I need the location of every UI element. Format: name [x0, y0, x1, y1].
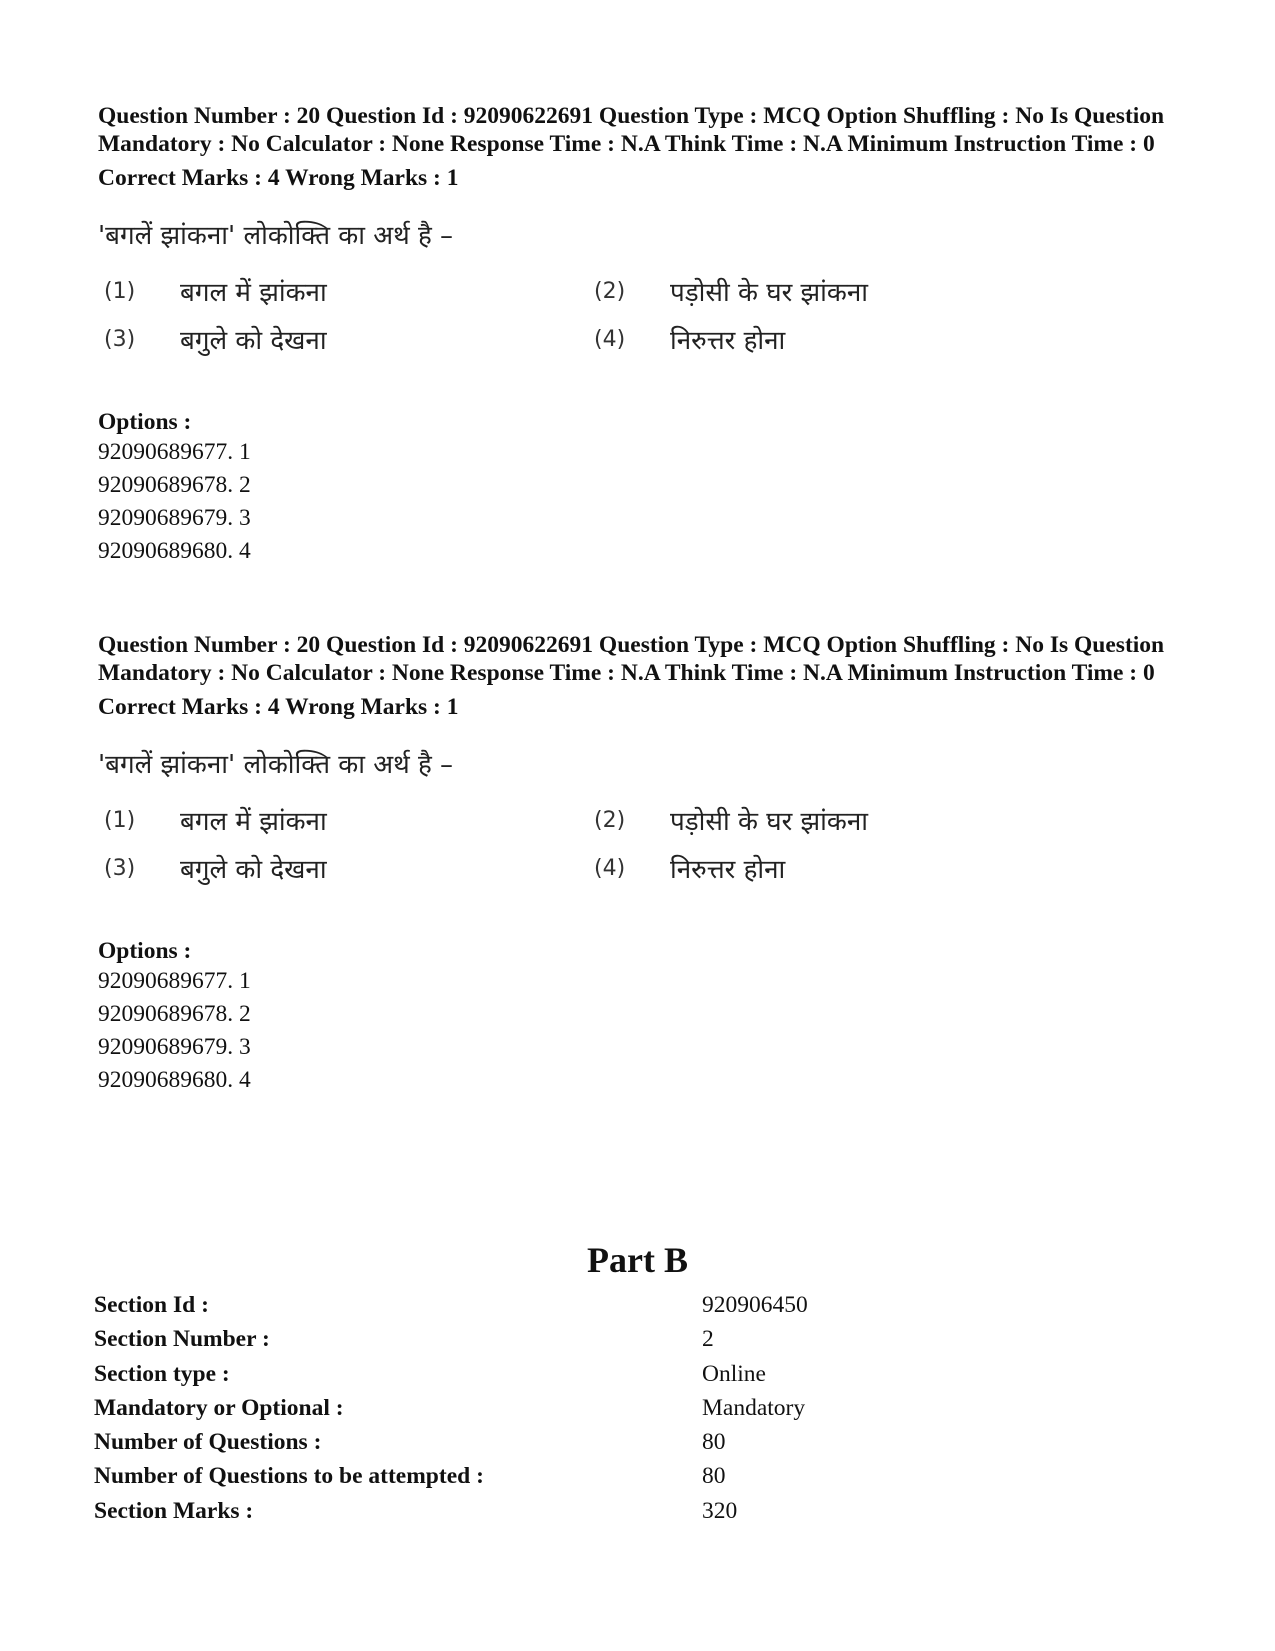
- options-label: Options :: [98, 409, 192, 435]
- section-info-row: [94, 1496, 1094, 1530]
- question-stem: 'बगलें झांकना' लोकोक्ति का अर्थ है –: [98, 221, 454, 251]
- choice-number: (4): [594, 855, 626, 881]
- option-id-line: 92090689679. 3: [98, 505, 251, 531]
- choice-grid: [98, 799, 1178, 899]
- choice-text: पड़ोसी के घर झांकना: [670, 807, 869, 837]
- section-info-value: 2: [702, 1326, 714, 1353]
- choice-text: बगल में झांकना: [180, 807, 327, 837]
- choice-item: [104, 799, 327, 841]
- option-id-line: 92090689677. 1: [98, 968, 251, 994]
- section-info-value: 80: [702, 1463, 726, 1490]
- question-block: [98, 631, 1178, 1097]
- options-label: Options :: [98, 938, 192, 964]
- choice-text: बगुले को देखना: [180, 326, 327, 356]
- part-title: Part B: [587, 1240, 688, 1280]
- section-info-label: Section Id :: [94, 1292, 209, 1318]
- option-id-line: 92090689680. 4: [98, 1067, 251, 1093]
- section-info-value: Online: [702, 1360, 766, 1387]
- choice-number: (2): [594, 807, 626, 833]
- section-info-value: 320: [702, 1497, 738, 1524]
- choice-item: [594, 799, 868, 841]
- choice-number: (3): [104, 326, 136, 352]
- choice-number: (4): [594, 326, 626, 352]
- section-info-label: Number of Questions to be attempted :: [94, 1463, 484, 1490]
- question-header: Question Number : 20 Question Id : 92090622691 Question Type : MCQ Option Shuffling : No Is Question Mandatory : No Calculator : None Response Time : N.A Think Time : N.A Minimum Instruction Time : 0: [98, 103, 1165, 157]
- section-info-row: [94, 1324, 1094, 1358]
- section-info-row: [94, 1290, 1094, 1324]
- question-header: Question Number : 20 Question Id : 92090622691 Question Type : MCQ Option Shuffling : No Is Question Mandatory : No Calculator : None Response Time : N.A Think Time : N.A Minimum Instruction Time : 0: [98, 632, 1165, 686]
- choice-text: पड़ोसी के घर झांकना: [670, 278, 869, 308]
- choice-number: (1): [104, 807, 136, 833]
- choice-text: बगल में झांकना: [180, 278, 327, 308]
- choice-item: [594, 270, 868, 312]
- section-info-row: [94, 1359, 1094, 1393]
- section-info-label: Section type :: [94, 1360, 230, 1387]
- choice-text: निरुत्तर होना: [670, 855, 786, 885]
- section-info-label: Section Number :: [94, 1326, 270, 1353]
- choice-number: (1): [104, 278, 136, 304]
- choice-item: [104, 270, 327, 312]
- question-stem: 'बगलें झांकना' लोकोक्ति का अर्थ है –: [98, 750, 454, 780]
- choice-item: [104, 318, 327, 360]
- section-info-label: Number of Questions :: [94, 1429, 322, 1456]
- option-id-line: 92090689679. 3: [98, 1034, 251, 1060]
- section-info-row: [94, 1427, 1094, 1461]
- section-info-table: [94, 1290, 1094, 1530]
- section-info-value: 920906450: [702, 1292, 808, 1318]
- section-info-row: [94, 1461, 1094, 1495]
- choice-item: [594, 318, 785, 360]
- choice-grid: [98, 270, 1178, 370]
- option-id-line: 92090689678. 2: [98, 1001, 251, 1027]
- choice-number: (3): [104, 855, 136, 881]
- option-id-line: 92090689678. 2: [98, 472, 251, 498]
- question-marks: Correct Marks : 4 Wrong Marks : 1: [98, 165, 459, 191]
- section-info-value: Mandatory: [702, 1394, 806, 1421]
- choice-item: [104, 847, 327, 889]
- section-info-value: 80: [702, 1429, 726, 1456]
- choice-item: [594, 847, 785, 889]
- choice-text: निरुत्तर होना: [670, 326, 786, 356]
- question-marks: Correct Marks : 4 Wrong Marks : 1: [98, 694, 459, 720]
- choice-number: (2): [594, 278, 626, 304]
- section-info-row: [94, 1393, 1094, 1427]
- question-block: [98, 102, 1178, 568]
- choice-text: बगुले को देखना: [180, 855, 327, 885]
- option-id-line: 92090689677. 1: [98, 439, 251, 465]
- option-id-line: 92090689680. 4: [98, 538, 251, 564]
- section-info-label: Mandatory or Optional :: [94, 1394, 344, 1421]
- section-info-label: Section Marks :: [94, 1497, 254, 1524]
